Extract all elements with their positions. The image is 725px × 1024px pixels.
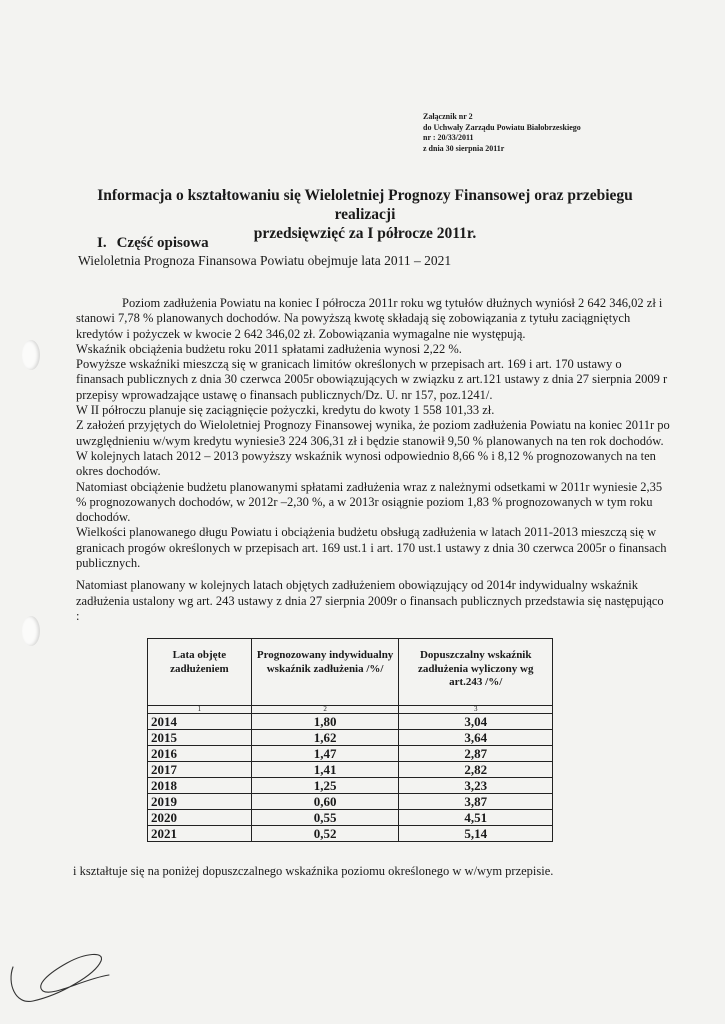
section-number: I. [97,235,107,251]
paragraph: Wielkości planowanego długu Powiatu i obciążenia budżetu obsługą zadłużenia w latach 2011-2013 mieszczą się w granicach progów określonych w przepisach art. 169 ust.1 i art. 170 ust.1 ustawy z dnia 30 czerwca 2005r o finansach publicznych. [76,525,667,571]
column-header: Prognozowany indywidualny wskaźnik zadłużenia /%/ [251,639,399,706]
forecast-cell: 0,52 [251,826,399,842]
table-row [148,730,553,746]
allowed-cell: 3,04 [399,714,553,730]
section-title: Część opisowa [116,235,209,251]
allowed-cell: 2,82 [399,762,553,778]
year-cell: 2017 [148,762,252,778]
column-header: Lata objęte zadłużeniem [148,639,252,706]
column-number: 2 [251,706,399,714]
annex-line: z dnia 30 sierpnia 2011r [423,143,505,153]
year-cell: 2020 [148,810,252,826]
closing-sentence: i kształtuje się na poniżej dopuszczalnego wskaźnika poziomu określonego w w/wym przepisie. [73,864,554,878]
paragraph: W II półroczu planuje się zaciągnięcie pożyczki, kredytu do kwoty 1 558 101,33 zł. [76,403,495,418]
allowed-cell: 2,87 [399,746,553,762]
table-header-row [148,639,553,706]
allowed-cell: 3,87 [399,794,553,810]
section-intro: Wieloletnia Prognoza Finansowa Powiatu obejmuje lata 2011 – 2021 [78,253,452,268]
punch-hole [22,340,40,370]
forecast-cell: 0,55 [251,810,399,826]
debt-indicator-table [147,638,553,842]
paragraph: Natomiast obciążenie budżetu planowanymi spłatami zadłużenia wraz z należnymi odsetkami w 2011r wyniesie 2,35 % prognozowanych dochodów, w 2012r –2,30 %, a w 2013r osiągnie poziom 1,83 % prognozowanych w tym roku dochodów. [76,479,663,525]
forecast-cell: 1,41 [251,762,399,778]
allowed-cell: 3,23 [399,778,553,794]
paragraph: Poziom zadłużenia Powiatu na koniec I półrocza 2011r roku wg tytułów dłużnych wyniósł 2 642 346,02 zł i stanowi 7,78 % planowanych dochodów. Na powyższą kwotę składają się zobowiązania z tytułu zaciągniętych kredytów i pożyczek w kwocie 2 642 346,02 zł. Zobowiązania wymagalne nie występują. [76,296,663,341]
paragraph: Z założeń przyjętych do Wieloletniej Prognozy Finansowej wynika, że poziom zadłużenia Powiatu na koniec 2011r po uwzględnieniu w/wym kredytu wyniesie3 224 306,31 zł i będzie stanowił 9,50 % planowanych na ten rok dochodów. W kolejnych latach 2012 – 2013 powyższy wskaźnik wynosi odpowiednio 8,66 % i 8,12 % prognozowanych na ten okres dochodów. [76,418,670,479]
column-number: 3 [399,706,553,714]
year-cell: 2015 [148,730,252,746]
table-row [148,762,553,778]
year-cell: 2014 [148,714,252,730]
annex-line: nr : 20/33/2011 [423,133,474,142]
annex-line: do Uchwały Zarządu Powiatu Białobrzeskiego [423,122,581,132]
title-line: Informacja o kształtowaniu się Wieloletniej Prognozy Finansowej oraz przebiegu realizacji [97,187,633,223]
column-header: Dopuszczalny wskaźnik zadłużenia wyliczony wg art.243 /%/ [399,639,553,706]
annex-header [423,112,581,154]
paragraph: Wskaźnik obciążenia budżetu roku 2011 spłatami zadłużenia wynosi 2,22 %. [76,341,462,356]
forecast-cell: 0,60 [251,794,399,810]
year-cell: 2019 [148,794,252,810]
year-cell: 2016 [148,746,252,762]
column-number: 1 [148,706,252,714]
table-row [148,810,553,826]
year-cell: 2018 [148,778,252,794]
table-row [148,714,553,730]
paragraph: Natomiast planowany w kolejnych latach objętych zadłużeniem obowiązujący od 2014r indywidualny wskaźnik zadłużenia ustalony wg art. 243 ustawy z dnia 27 sierpnia 2009r o finansach publicznych przedstawia się następująco : [76,578,664,623]
allowed-cell: 5,14 [399,826,553,842]
forecast-cell: 1,47 [251,746,399,762]
signature [5,945,115,1015]
title-line: przedsięwzięć za I półrocze 2011r. [253,225,477,242]
allowed-cell: 4,51 [399,810,553,826]
punch-hole [22,616,40,646]
column-number-row [148,706,553,714]
forecast-cell: 1,62 [251,730,399,746]
forecast-cell: 1,80 [251,714,399,730]
section-heading [97,235,209,252]
table-row [148,826,553,842]
table-row [148,794,553,810]
table-row [148,778,553,794]
paragraph: Powyższe wskaźniki mieszczą się w granicach limitów określonych w przepisach art. 169 i art. 170 ustawy o finansach publicznych z dnia 30 czerwca 2005r obowiązujących w związku z art.121 ustawy z dnia 27 sierpnia 2009 r przepisy wprowadzające ustawę o finansach publicznych/Dz. U. nr 157, poz.1241/. [76,357,668,402]
annex-line: Załącznik nr 2 [423,112,473,121]
forecast-cell: 1,25 [251,778,399,794]
allowed-cell: 3,64 [399,730,553,746]
table-row [148,746,553,762]
body-text [76,296,670,624]
year-cell: 2021 [148,826,252,842]
